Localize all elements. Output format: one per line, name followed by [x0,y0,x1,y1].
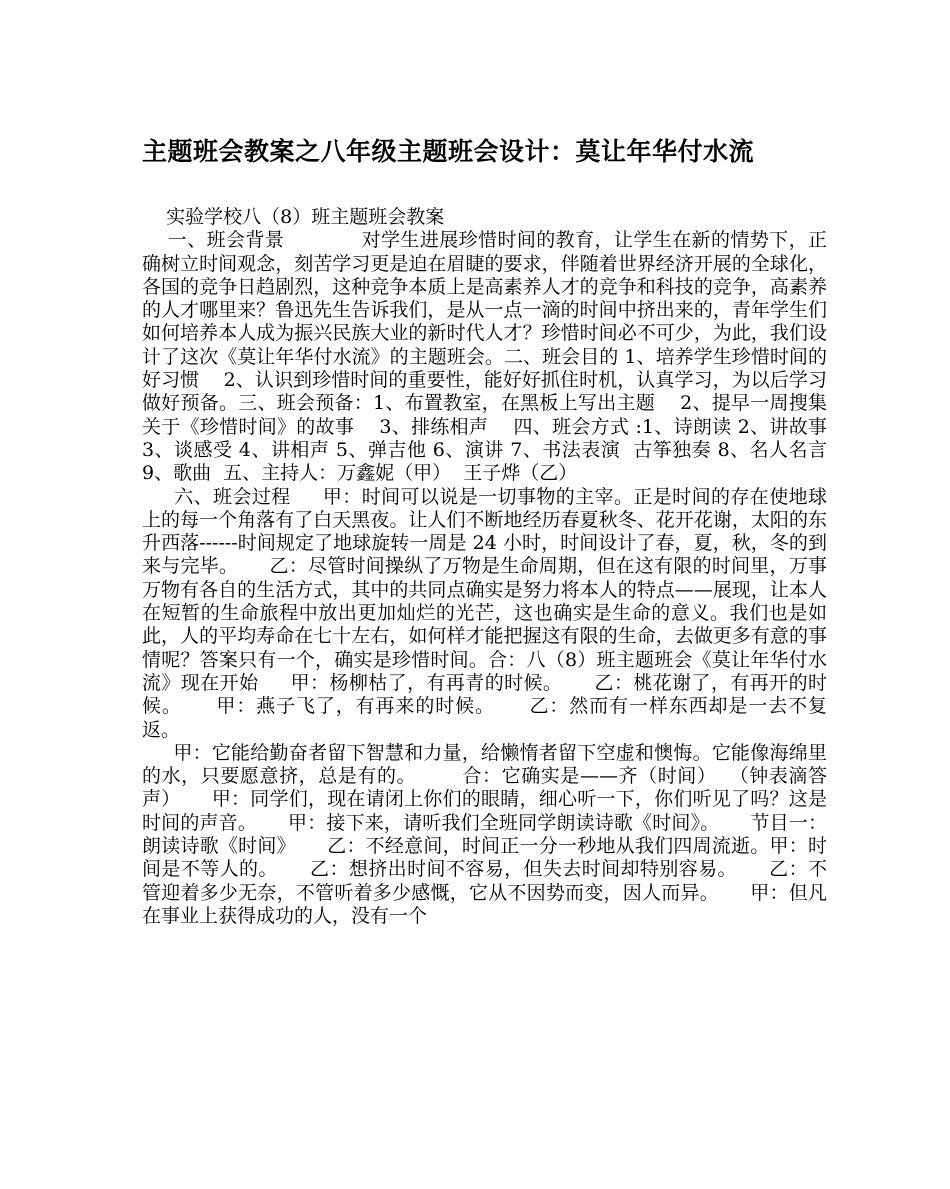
document-title: 主题班会教案之八年级主题班会设计：莫让年华付水流 [142,137,755,166]
document-body-text: 实验学校八（8）班主题班会教案 一、班会背景 对学生进展珍惜时间的教育，让学生在新的情势下，正确树立时间观念，刻苦学习更是迫在眉睫的要求，伴随着世界经济开展的全球化，各国的竞争日趋剧烈，这种竞争本质上是高素养人才的竞争和科技的竞争，高素养的人才哪里来？鲁迅先生告诉我们，是从一点一滴的时间中挤出来的，青年学生们如何培养本人成为振兴民族大业的新时代人才？珍惜时间必不可少，为此，我们设计了这次《莫让年华付水流》的主题班会。二、班会目的 1、培养学生珍惜时间的好习惯 2、认识到珍惜时间的重要性，能好好抓住时机，认真学习，为以后学习做好预备。三、班会预备：1、布置教室，在黑板上写出主题 2、提早一周搜集关于《珍惜时间》的故事 3、排练相声 四、班会方式 :1、诗朗读 2、讲故事 3、谈感受 4、讲相声 5、弹吉他 6、演讲 7、书法表演 古筝独奏 8、名人名言 9、歌曲 五、主持人：万鑫妮（甲） 王子烨（乙） 六、班会过程 甲：时间可以说是一切事物的主宰。正是时间的存在使地球上的每一个角落有了白天黑夜。让人们不断地经历春夏秋冬、花开花谢，太阳的东升西落------时间规定了地球旋转一周是 24 小时，时间设计了春，夏，秋，冬的到来与完毕。 乙：尽管时间操纵了万物是生命周期，但在这有限的时间里，万事万物有各自的生活方式，其中的共同点确实是努力将本人的特点——展现，让本人在短暂的生命旅程中放出更加灿烂的光芒，这也确实是生命的意义。我们也是如此，人的平均寿命在七十左右，如何样才能把握这有限的生命，去做更多有意的事情呢？答案只有一个，确实是珍惜时间。合：八（8）班主题班会《莫让年华付水流》现在开始 甲：杨柳枯了，有再青的时候。 乙：桃花谢了，有再开的时候。 甲：燕子飞了，有再来的时候。 乙：然而有一样东西却是一去不复返。 甲：它能给勤奋者留下智慧和力量，给懒惰者留下空虚和懊悔。它能像海绵里的水，只要愿意挤，总是有的。 合：它确实是——齐（时间） （钟表滴答声） 甲：同学们，现在请闭上你们的眼睛，细心听一下，你们听见了吗？这是时间的声音。 甲：接下来，请听我们全班同学朗读诗歌《时间》。 节目一：朗读诗歌《时间》 乙：不经意间，时间正一分一秒地从我们四周流逝。甲：时间是不等人的。 乙：想挤出时间不容易，但失去时间却特别容易。 乙：不管迎着多少无奈，不管听着多少感慨，它从不因势而变，因人而异。 甲：但凡在事业上获得成功的人，没有一个 [142,206,828,927]
